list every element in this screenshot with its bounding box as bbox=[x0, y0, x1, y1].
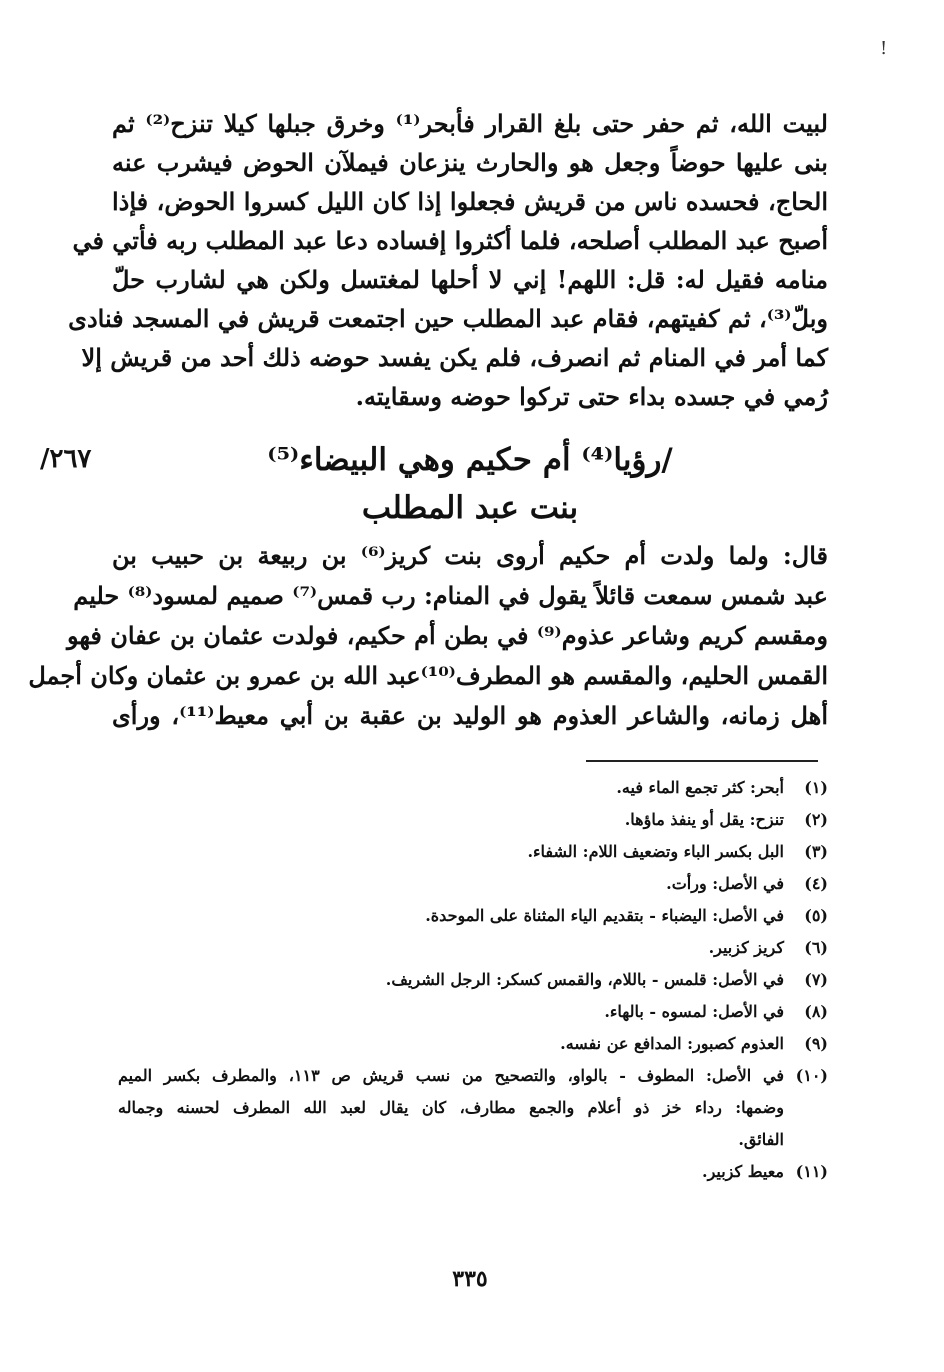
body-line: بنى عليها حوضاً وجعل هو والحارث ينزعان فيملآن الحوض فيشرب عنه bbox=[112, 148, 828, 177]
footnote-number: (١) bbox=[804, 778, 828, 797]
page-number: ٣٣٥ bbox=[452, 1266, 488, 1292]
footnote bbox=[118, 1156, 828, 1188]
body-line: أصبح عبد المطلب أصلحه، فلما أكثروا إفساده دعا عبد المطلب ربه فأتي في bbox=[72, 226, 828, 255]
footnote bbox=[118, 900, 828, 932]
heading-line-2: بنت عبد المطلب bbox=[361, 490, 579, 526]
section-paragraph bbox=[28, 536, 828, 736]
footnote bbox=[118, 1060, 828, 1156]
body-line: وبلّ⁽³⁾، ثم كفيتهم، فقام عبد المطلب حين اجتمعت قريش في المسجد فنادى bbox=[68, 304, 828, 333]
footnote bbox=[118, 868, 828, 900]
footnote-number: (٤) bbox=[804, 874, 828, 893]
footnote-text: البل بكسر الباء وتضعيف اللام: الشفاء. bbox=[527, 842, 784, 861]
footnote-text: أبحر: كثر تجمع الماء فيه. bbox=[616, 778, 784, 797]
footnote-text: معيط كزبير. bbox=[702, 1162, 784, 1181]
footnote bbox=[118, 836, 828, 868]
footnote-text: الفائق. bbox=[738, 1130, 784, 1149]
body-line: لبيت الله، ثم حفر حتى بلغ القرار فأبحر⁽¹⁾ وخرق جبلها كيلا تنزح⁽²⁾ ثم bbox=[112, 109, 828, 138]
section-heading bbox=[180, 436, 760, 532]
body-paragraph bbox=[68, 104, 828, 416]
footnote-number: (٩) bbox=[804, 1034, 828, 1053]
footnote-number: (٨) bbox=[804, 1002, 828, 1021]
footnotes bbox=[118, 772, 828, 1188]
footnote-text: في الأصل: ورأت. bbox=[666, 874, 784, 893]
body-line: كما أمر في المنام ثم انصرف، فلم يكن يفسد حوضه ذلك أحد من قريش إلا bbox=[81, 343, 828, 372]
footnote bbox=[118, 932, 828, 964]
footnote-number: (٧) bbox=[804, 970, 828, 989]
footnote-text: وضمها: رداء خز ذو أعلام والجمع مطارف، كان يقال لعبد الله المطرف لحسنه وجماله bbox=[118, 1098, 784, 1117]
section-line: عبد شمس سمعت قائلاً يقول في المنام: رب قمس⁽⁷⁾ صميم لمسود⁽⁸⁾ حليم bbox=[73, 581, 828, 610]
footnote bbox=[118, 772, 828, 804]
footnote-number: (٥) bbox=[804, 906, 828, 925]
footnote-text: كريز كزبير. bbox=[708, 938, 784, 957]
section-line: ومقسم كريم وشاعر عذوم⁽⁹⁾ في بطن أم حكيم، فولدت عثمان بن عفان فهو bbox=[66, 621, 828, 650]
section-line: القمس الحليم، والمقسم هو المطرف⁽¹⁰⁾عبد الله بن عمرو بن عثمان وكان أجمل bbox=[28, 661, 828, 690]
footnote-number: (٢) bbox=[804, 810, 828, 829]
footnote-divider bbox=[586, 760, 818, 762]
footnote-text: في الأصل: قلمس - باللام، والقمس كسكر: الرجل الشريف. bbox=[385, 970, 784, 989]
footnote-text: العذوم كصبور: المدافع عن نفسه. bbox=[560, 1034, 784, 1053]
footnote-text: تنزح: يقل أو ينفذ ماؤها. bbox=[624, 810, 784, 829]
footnote bbox=[118, 804, 828, 836]
footnote bbox=[118, 996, 828, 1028]
footnote-text: في الأصل: المطوف - بالواو، والتصحيح من نسب قريش ص ١١٣، والمطرف بكسر الميم bbox=[118, 1066, 785, 1085]
footnote-number: (١٠) bbox=[795, 1066, 828, 1085]
heading-line-1: /رؤيا⁽⁴⁾ أم حكيم وهي البيضاء⁽⁵⁾ bbox=[267, 442, 673, 478]
footnote bbox=[118, 1028, 828, 1060]
body-line: رُمي في جسده بداء حتى تركوا حوضه وسقايته. bbox=[355, 382, 828, 411]
footnote-number: (١١) bbox=[795, 1162, 828, 1181]
footnote bbox=[118, 964, 828, 996]
section-line: أهل زمانه، والشاعر العذوم هو الوليد بن عقبة بن أبي معيط⁽¹¹⁾، ورأى bbox=[112, 701, 828, 730]
corner-mark: ! bbox=[880, 38, 888, 59]
footnote-text: في الأصل: اليضباء - بتقديم الياء المثناة على الموحدة. bbox=[425, 906, 784, 925]
footnote-number: (٦) bbox=[804, 938, 828, 957]
body-line: الحاج، فحسده ناس من قريش فجعلوا إذا كان الليل كسروا الحوض، فإذا bbox=[112, 187, 828, 216]
body-line: منامه فقيل له: قل: اللهم! إني لا أحلها لمغتسل ولكن هي لشارب حلّ bbox=[112, 265, 828, 294]
margin-page-reference: ٢٦٧/ bbox=[40, 444, 92, 474]
footnote-text: في الأصل: لمسوه - بالهاء. bbox=[604, 1002, 784, 1021]
footnote-number: (٣) bbox=[804, 842, 828, 861]
section-line: قال: ولما ولدت أم حكيم أروى بنت كريز⁽⁶⁾ بن ربيعة بن حبيب بن bbox=[112, 541, 828, 570]
